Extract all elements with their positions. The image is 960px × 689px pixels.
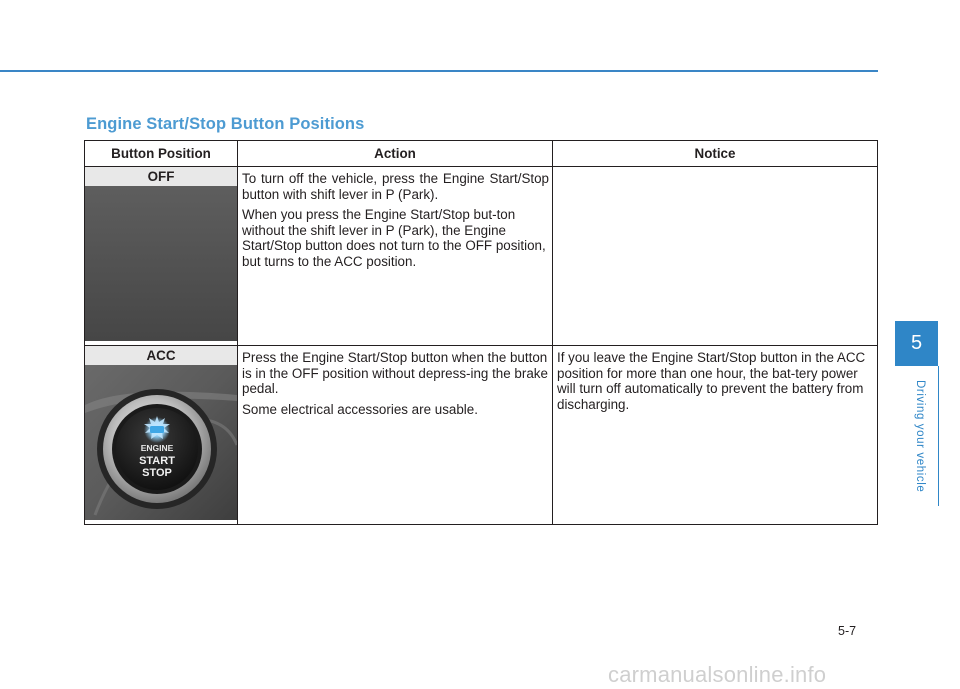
- acc-notice-cell: [553, 346, 878, 525]
- header-button-position: Button Position: [85, 141, 238, 167]
- button-label-stop: STOP: [142, 467, 172, 479]
- off-position-label: OFF: [85, 167, 237, 186]
- chapter-side-line: [938, 366, 939, 506]
- button-label-start: START: [139, 455, 175, 467]
- watermark: carmanualsonline.info: [608, 662, 827, 687]
- header-notice: Notice: [553, 141, 878, 167]
- button-positions-table: [84, 140, 878, 525]
- section-title: Engine Start/Stop Button Positions: [86, 115, 365, 133]
- acc-position-cell: [85, 346, 238, 525]
- off-action-text-2: When you press the Engine Start/Stop but-ton without the shift lever in P (Park), the Engine Start/Stop button does not turn to the OFF position, but turns to the ACC position.: [242, 207, 546, 269]
- page-number: 5-7: [838, 624, 857, 638]
- header-action: Action: [238, 141, 553, 167]
- off-position-cell: [85, 167, 238, 346]
- chapter-number-tab: 5: [895, 321, 938, 366]
- button-label-engine: ENGINE: [140, 443, 174, 453]
- acc-action-cell: [238, 346, 553, 525]
- off-notice-cell: [553, 167, 878, 346]
- table-header-row: [85, 141, 878, 167]
- acc-action-text-2: Some electrical accessories are usable.: [242, 401, 478, 417]
- off-action-cell: [238, 167, 553, 346]
- acc-position-label: ACC: [85, 346, 237, 365]
- acc-notice-text: If you leave the Engine Start/Stop button in the ACC position for more than one hour, the bat-tery power will turn off automatically to prevent the battery from discharging.: [557, 350, 866, 412]
- chapter-title: Driving your vehicle: [914, 380, 926, 493]
- table-row-acc: [85, 346, 878, 525]
- off-button-photo: [85, 186, 237, 341]
- off-action-text-1: To turn off the vehicle, press the Engine Start/Stop button with shift lever in P (Park).: [242, 171, 549, 202]
- engine-start-stop-button-photo: [85, 365, 237, 520]
- header-rule: [0, 70, 878, 72]
- acc-action-text-1: Press the Engine Start/Stop button when the button is in the OFF position without depress-ing the brake pedal.: [242, 350, 548, 397]
- table-row-off: [85, 167, 878, 346]
